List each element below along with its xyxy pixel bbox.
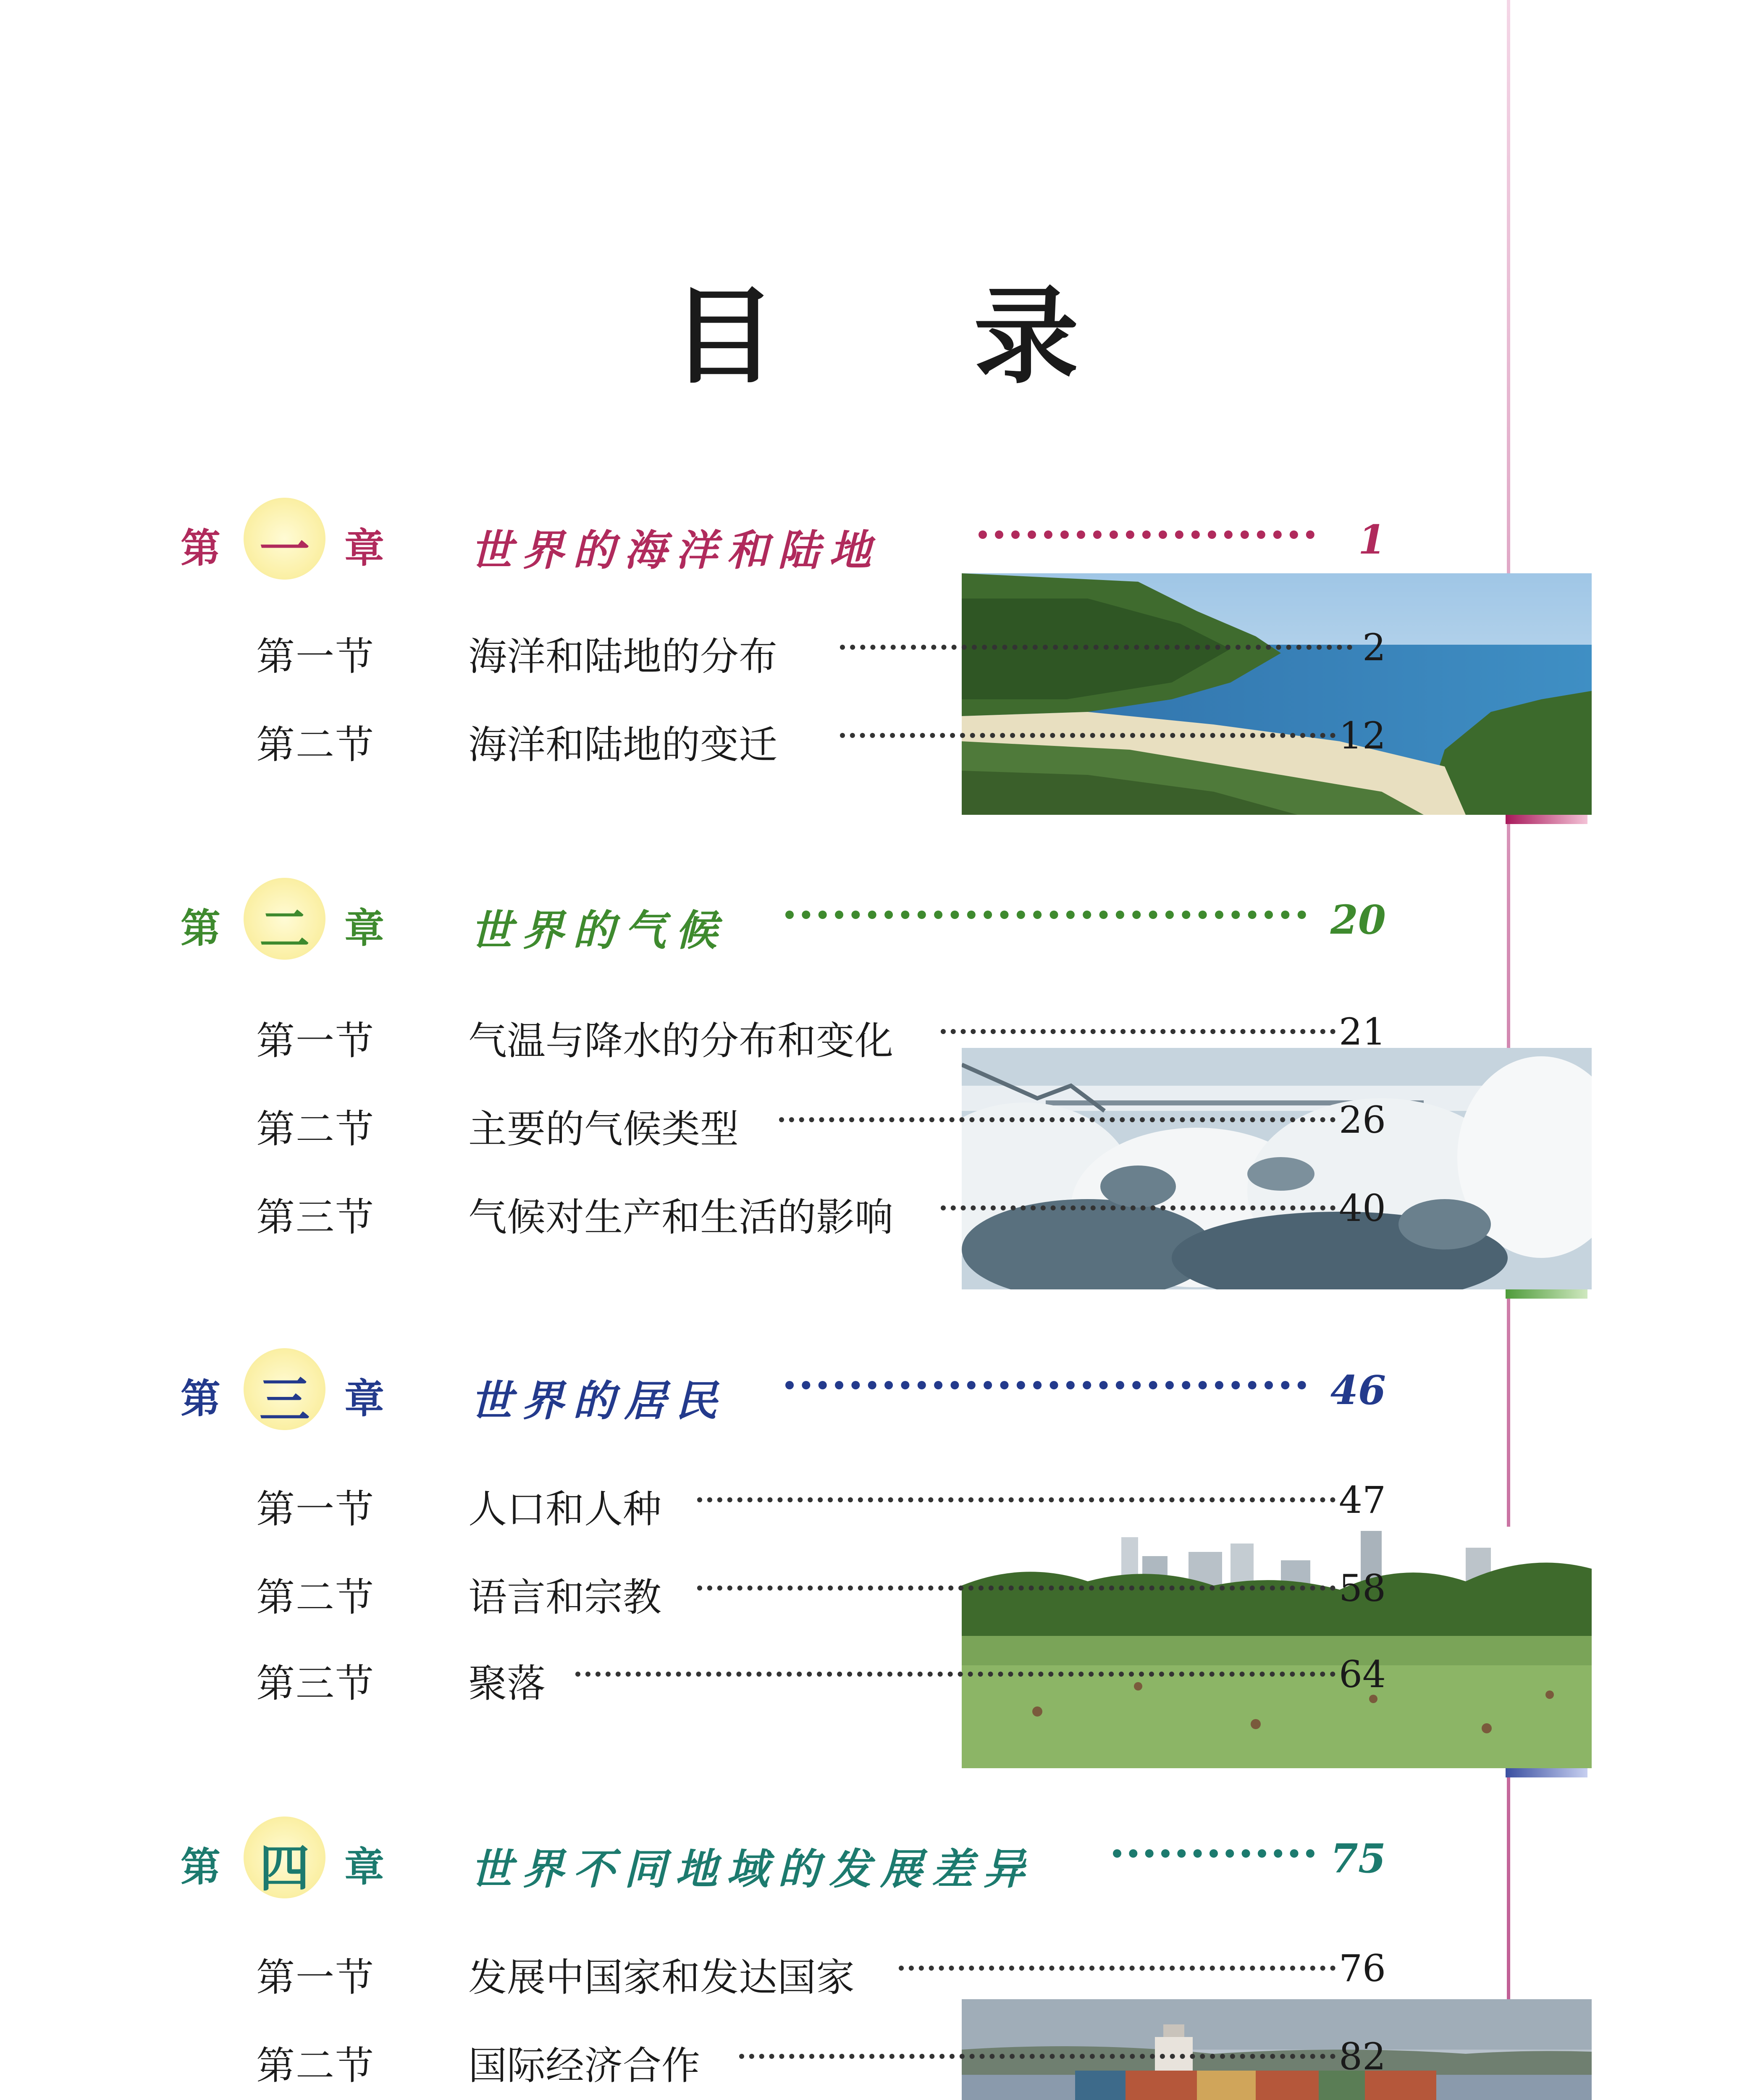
section-page: 2	[1362, 626, 1386, 669]
toc-section-row[interactable]	[0, 1646, 1428, 1706]
page-title	[0, 252, 1750, 403]
section-page: 82	[1339, 2035, 1386, 2078]
section-label: 第一节	[256, 1018, 375, 1063]
section-leader-dots	[739, 2054, 1335, 2059]
section-page: 76	[1339, 1947, 1386, 1990]
chapter-number: 一	[259, 520, 310, 579]
section-title: 国际经济合作	[468, 2043, 701, 2088]
section-title: 发展中国家和发达国家	[468, 1955, 855, 2000]
toc-section-row[interactable]	[0, 1472, 1428, 1532]
chapter-suffix: 章	[344, 1376, 385, 1422]
section-title: 海洋和陆地的分布	[468, 634, 778, 679]
chapter-suffix: 章	[344, 905, 385, 952]
section-label: 第二节	[256, 1107, 375, 1152]
title-char-left: 目	[671, 274, 777, 398]
section-label: 第二节	[256, 1575, 375, 1620]
section-title: 语言和宗教	[468, 1575, 662, 1620]
chapter-leader-dots	[785, 911, 1306, 919]
section-label: 第二节	[256, 2043, 375, 2088]
toc-section-row[interactable]	[0, 1940, 1428, 2000]
section-leader-dots	[575, 1672, 1335, 1677]
section-leader-dots	[899, 1966, 1335, 1971]
section-label: 第一节	[256, 634, 375, 679]
chapter-page: 1	[1358, 517, 1386, 563]
toc-section-row[interactable]	[0, 1560, 1428, 1620]
chapter-title: 世界不同地域的发展差异	[470, 1844, 1034, 1894]
title-char-right: 录	[973, 274, 1079, 398]
section-page: 47	[1339, 1478, 1386, 1522]
photo-accent-strip	[1506, 1289, 1587, 1299]
chapter-number: 二	[259, 900, 310, 959]
coastline-photo	[962, 573, 1592, 815]
section-page: 26	[1339, 1098, 1386, 1142]
section-leader-dots	[941, 1205, 1335, 1210]
section-page: 21	[1339, 1010, 1386, 1053]
chapter-leader-dots	[979, 530, 1314, 539]
toc-section-row[interactable]	[0, 620, 1428, 679]
section-leader-dots	[941, 1029, 1335, 1034]
chapter-page: 46	[1330, 1367, 1386, 1414]
chapter-heading[interactable]	[0, 878, 1428, 962]
section-leader-dots	[697, 1497, 1335, 1502]
toc-section-row[interactable]	[0, 1092, 1428, 1152]
section-page: 12	[1339, 714, 1386, 757]
section-leader-dots	[779, 1117, 1335, 1122]
toc-section-row[interactable]	[0, 1180, 1428, 1240]
chapter-number: 三	[259, 1370, 310, 1430]
chapter-suffix: 章	[344, 1844, 385, 1890]
toc-section-row[interactable]	[0, 2029, 1428, 2088]
section-label: 第一节	[256, 1955, 375, 2000]
chapter-number: 四	[259, 1839, 310, 1898]
section-title: 海洋和陆地的变迁	[468, 722, 778, 767]
section-title: 聚落	[468, 1661, 546, 1706]
chapter-page: 75	[1330, 1835, 1386, 1882]
chapter-title: 世界的气候	[470, 906, 727, 955]
chapter-prefix: 第	[181, 1844, 221, 1890]
chapter-title: 世界的海洋和陆地	[470, 525, 880, 575]
section-leader-dots	[840, 733, 1335, 738]
section-title: 气候对生产和生活的影响	[468, 1195, 894, 1240]
chapter-title: 世界的居民	[470, 1376, 727, 1425]
section-page: 58	[1339, 1567, 1386, 1610]
photo-accent-strip	[1506, 815, 1587, 824]
toc-section-row[interactable]	[0, 708, 1428, 767]
section-label: 第一节	[256, 1487, 375, 1532]
chapter-page: 20	[1330, 897, 1386, 943]
snow-trees-photo	[962, 1048, 1592, 1289]
chapter-suffix: 章	[344, 525, 385, 572]
section-leader-dots	[840, 645, 1352, 650]
photo-accent-strip	[1506, 1768, 1587, 1777]
section-page: 64	[1339, 1653, 1386, 1696]
chapter-prefix: 第	[181, 525, 221, 572]
section-label: 第三节	[256, 1195, 375, 1240]
section-title: 人口和人种	[468, 1487, 662, 1532]
section-leader-dots	[697, 1586, 1335, 1591]
chapter-heading[interactable]	[0, 1348, 1428, 1432]
chapter-leader-dots	[1113, 1849, 1314, 1858]
section-title: 气温与降水的分布和变化	[468, 1018, 894, 1063]
section-page: 40	[1339, 1186, 1386, 1230]
chapter-heading[interactable]	[0, 498, 1428, 582]
section-title: 主要的气候类型	[468, 1107, 739, 1152]
section-label: 第三节	[256, 1661, 375, 1706]
chapter-heading[interactable]	[0, 1816, 1428, 1900]
chapter-prefix: 第	[181, 905, 221, 952]
toc-section-row[interactable]	[0, 1004, 1428, 1063]
chapter-leader-dots	[785, 1381, 1306, 1389]
chapter-prefix: 第	[181, 1376, 221, 1422]
section-label: 第二节	[256, 722, 375, 767]
